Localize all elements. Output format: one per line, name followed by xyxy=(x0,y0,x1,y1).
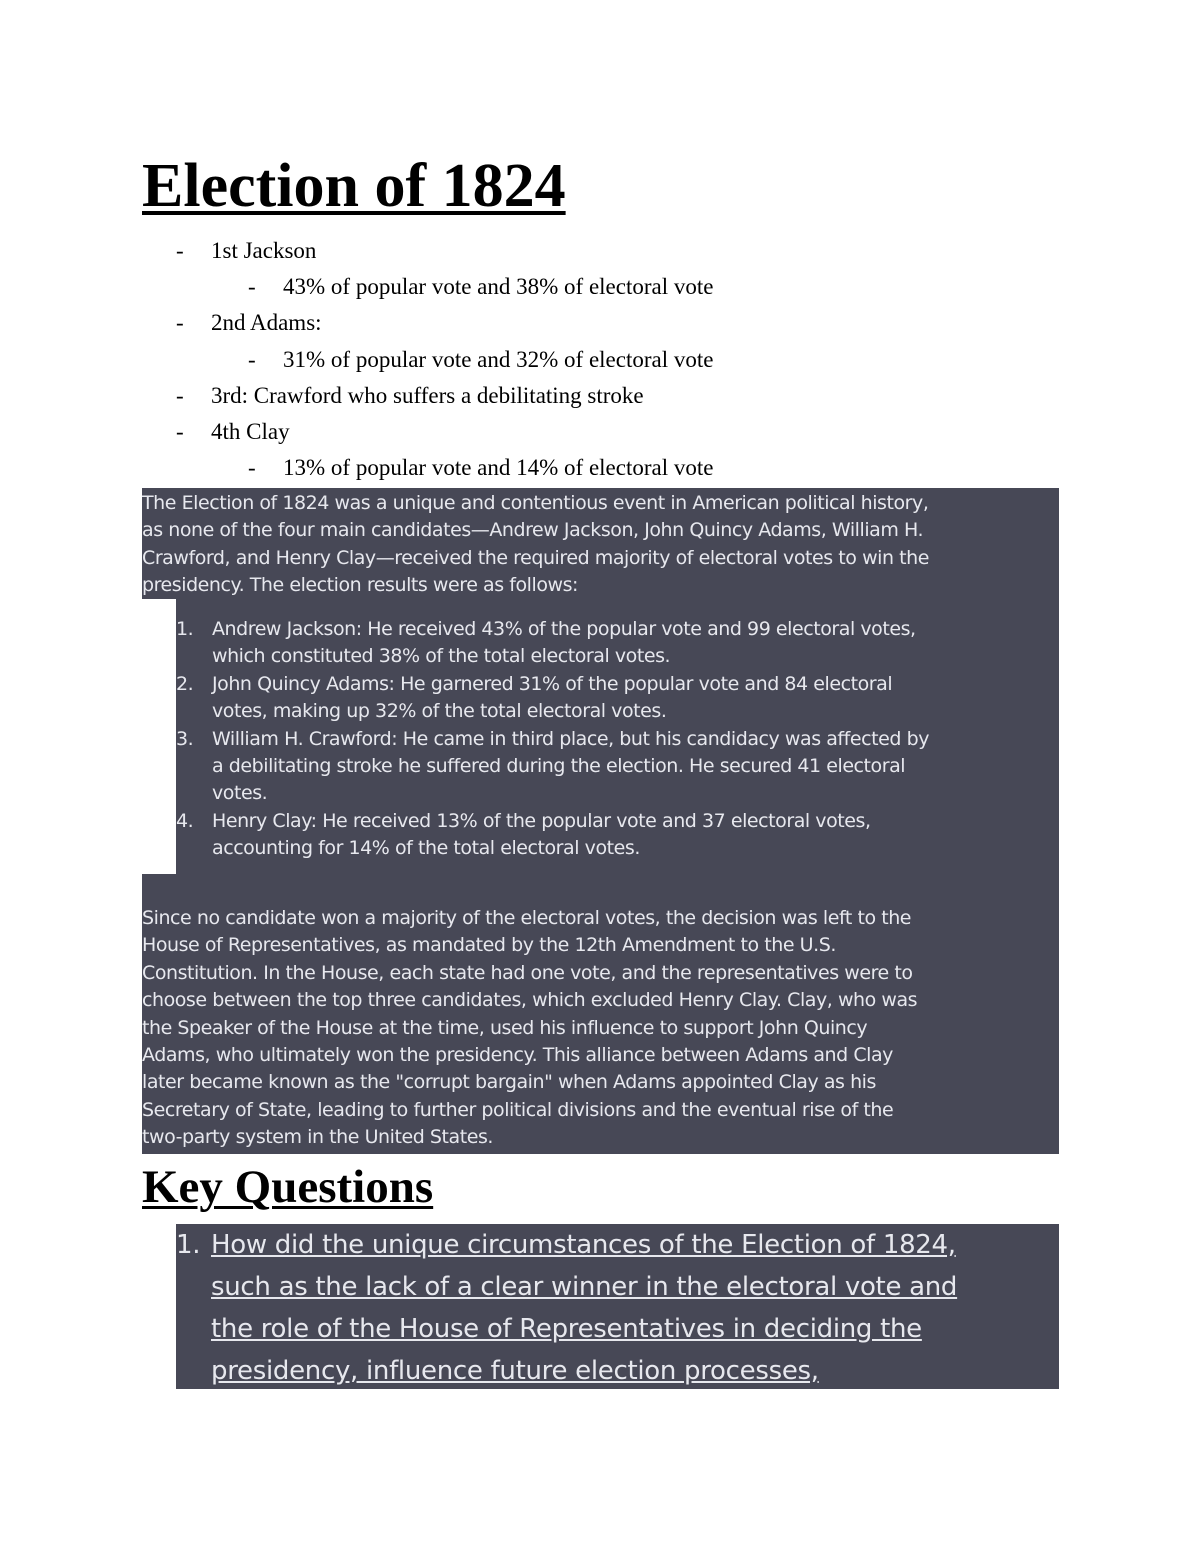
bullet-subitem xyxy=(0,450,1200,486)
bullet-marker: - xyxy=(176,418,184,444)
paragraph-line: Secretary of State, leading to further political divisions and the eventual rise of the xyxy=(142,1098,894,1121)
bullet-marker: - xyxy=(248,455,256,481)
bullet-marker: - xyxy=(248,346,256,372)
bullet-subitem xyxy=(0,342,1200,378)
bullet-marker: - xyxy=(248,274,256,300)
paragraph-line: Since no candidate won a majority of the electoral votes, the decision was left to the xyxy=(142,907,912,929)
bullet-text: 2nd Adams: xyxy=(211,310,322,336)
paragraph-line: Adams, who ultimately won the presidency. This alliance between Adams and Clay xyxy=(142,1044,893,1067)
result-line: Henry Clay: He received 13% of the popular vote and 37 electoral votes, xyxy=(212,809,871,832)
candidate-bullet-list xyxy=(0,233,1200,486)
bullet-marker: - xyxy=(176,238,184,263)
bullet-marker: - xyxy=(176,310,184,336)
result-line: votes, making up 32% of the total electoral votes. xyxy=(212,700,667,723)
bullet-subitem xyxy=(0,269,1200,305)
bullet-item xyxy=(0,378,1200,414)
bullet-item xyxy=(0,233,1200,269)
question-line: How did the unique circumstances of the Election of 1824, xyxy=(211,1230,956,1260)
paragraph-line: later became known as the "corrupt bargain" when Adams appointed Clay as his xyxy=(142,1071,876,1094)
result-line: a debilitating stroke he suffered during the election. He secured 41 electoral xyxy=(212,755,906,778)
list-number: 3. xyxy=(176,727,194,750)
result-line: Andrew Jackson: He received 43% of the popular vote and 99 electoral votes, xyxy=(212,618,916,640)
election-summary-block xyxy=(142,488,1059,1154)
result-line: William H. Crawford: He came in third place, but his candidacy was affected by xyxy=(212,727,929,750)
result-line: accounting for 14% of the total electoral votes. xyxy=(212,837,640,860)
paragraph-line: House of Representatives, as mandated by the 12th Amendment to the U.S. xyxy=(142,934,836,957)
list-number: 1. xyxy=(176,1230,201,1260)
bullet-text: 1st Jackson xyxy=(211,238,317,263)
list-number: 2. xyxy=(176,672,194,695)
key-questions-heading: Key Questions xyxy=(142,1161,434,1213)
bullet-text: 31% of popular vote and 32% of electoral vote xyxy=(283,346,714,372)
bullet-text: 4th Clay xyxy=(211,418,290,444)
summary-intro-paragraph xyxy=(142,490,929,600)
result-line: votes. xyxy=(212,782,268,805)
document-title: Election of 1824 xyxy=(142,152,566,220)
question-line: the role of the House of Representatives in deciding the xyxy=(211,1314,922,1344)
result-line: which constituted 38% of the total electoral votes. xyxy=(212,645,671,668)
bullet-text: 3rd: Crawford who suffers a debilitating stroke xyxy=(211,382,644,408)
result-item xyxy=(142,808,1059,863)
paragraph-line: Constitution. In the House, each state had one vote, and the representatives were to xyxy=(142,961,913,984)
list-number: 4. xyxy=(176,809,194,832)
result-item xyxy=(142,726,1059,808)
key-question-item xyxy=(176,1224,1059,1392)
result-item xyxy=(142,671,1059,726)
paragraph-line: as none of the four main candidates—Andrew Jackson, John Quincy Adams, William H. xyxy=(142,519,924,542)
result-line: John Quincy Adams: He garnered 31% of the popular vote and 84 electoral xyxy=(212,672,893,695)
paragraph-line: the Speaker of the House at the time, used his influence to support John Quincy xyxy=(142,1016,868,1039)
paragraph-line: The Election of 1824 was a unique and contentious event in American political history, xyxy=(142,492,929,514)
bullet-text: 13% of popular vote and 14% of electoral vote xyxy=(283,455,714,481)
paragraph-line: presidency. The election results were as follows: xyxy=(142,574,579,597)
list-number: 1. xyxy=(176,618,194,640)
key-questions-list xyxy=(176,1224,1059,1389)
bullet-item xyxy=(0,414,1200,450)
paragraph-line: two-party system in the United States. xyxy=(142,1126,493,1149)
bullet-marker: - xyxy=(176,382,184,408)
question-line: presidency, influence future election processes, xyxy=(211,1356,819,1386)
result-item xyxy=(142,616,1059,671)
bullet-item xyxy=(0,305,1200,341)
election-results-list xyxy=(142,616,1059,863)
paragraph-line: Crawford, and Henry Clay—received the required majority of electoral votes to win the xyxy=(142,546,929,569)
question-line: such as the lack of a clear winner in the electoral vote and xyxy=(211,1272,958,1302)
paragraph-line: choose between the top three candidates, which excluded Henry Clay. Clay, who was xyxy=(142,989,918,1012)
bullet-text: 43% of popular vote and 38% of electoral vote xyxy=(283,274,714,300)
summary-conclusion-paragraph xyxy=(142,905,917,1152)
